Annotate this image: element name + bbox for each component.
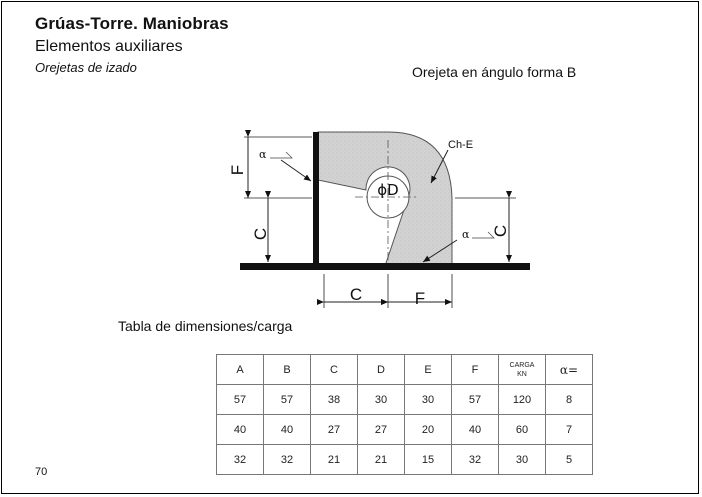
table-cell: 21 [358,445,405,475]
alpha-header-label: α= [559,362,579,377]
dim-label-diameter: ϕD [377,181,399,199]
table-cell: 57 [217,385,264,415]
table-cell: 27 [311,415,358,445]
table-cell: 57 [452,385,499,415]
table-cell: 27 [358,415,405,445]
header-cell: E [405,355,452,385]
alpha-header-cell [546,355,593,385]
table-row [217,415,593,445]
chamfer-label: Ch-E [448,139,474,151]
page-title: Grúas-Torre. Maniobras [35,14,229,33]
header-cell: A [217,355,264,385]
table-cell: 15 [405,445,452,475]
table-cell: 20 [405,415,452,445]
table-cell: 60 [499,415,546,445]
table-cell: 40 [217,415,264,445]
vertical-plate [313,132,319,268]
table-cell: 30 [499,445,546,475]
load-header-cell [499,355,546,385]
load-header-line1: CARGA [509,361,535,369]
dim-label-f-vertical: F [228,164,247,176]
section-title: Orejetas de izado [35,60,137,75]
header-cell: F [452,355,499,385]
table-cell: 32 [217,445,264,475]
table-cell: 7 [546,415,593,445]
table-cell: 32 [452,445,499,475]
header-cell: D [358,355,405,385]
dimensions-table [216,354,593,475]
table-cell: 30 [358,385,405,415]
table-cell: 38 [311,385,358,415]
dim-label-c-right: C [491,224,510,238]
page-subtitle: Elementos auxiliares [35,38,183,55]
table-row [217,445,593,475]
header-cell: B [264,355,311,385]
weld-angle-label-top: α [259,148,267,161]
table-header-row [217,355,593,385]
table-cell: 120 [499,385,546,415]
page-number: 70 [35,466,48,478]
dim-label-f-horizontal: F [414,289,426,308]
table-cell: 40 [452,415,499,445]
table-cell: 32 [264,445,311,475]
table-cell: 40 [264,415,311,445]
table-cell: 57 [264,385,311,415]
table-cell: 30 [405,385,452,415]
table-cell: 5 [546,445,593,475]
load-header-line2: KN [517,370,527,378]
table-cell: 21 [311,445,358,475]
weld-angle-label-bottom: α [462,228,470,241]
base-plate [240,263,530,270]
table-title: Tabla de dimensiones/carga [118,318,293,334]
table-row [217,385,593,415]
dim-label-c-left: C [251,227,270,241]
figure-title: Orejeta en ángulo forma B [412,64,577,80]
header-cell: C [311,355,358,385]
table-cell: 8 [546,385,593,415]
dim-label-c-horizontal: C [349,285,363,304]
